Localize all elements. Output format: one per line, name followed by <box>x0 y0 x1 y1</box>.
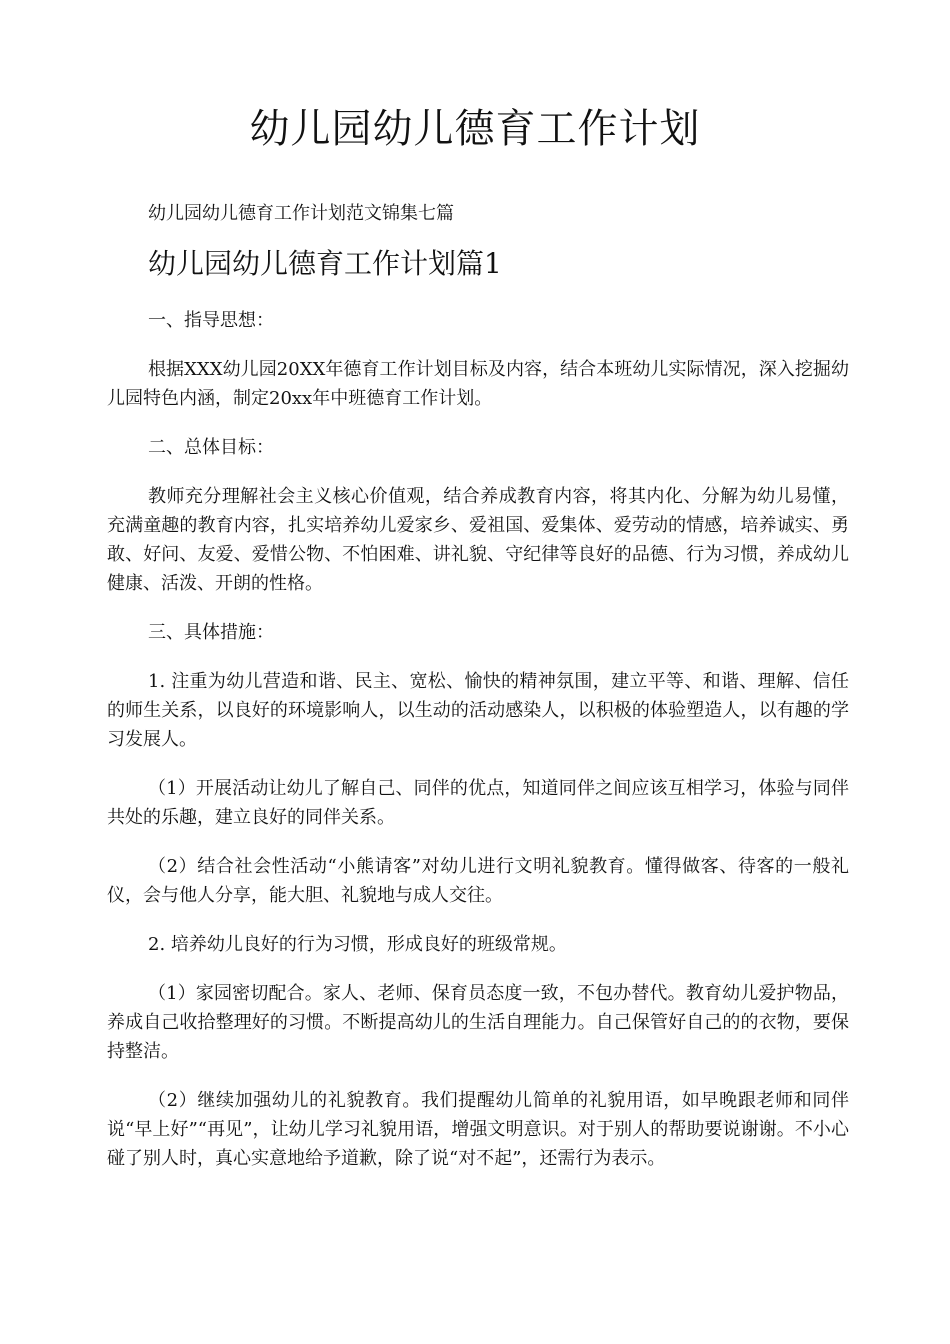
paragraph-measure-2-1: （1）家园密切配合。家人、老师、保育员态度一致，不包办替代。教育幼儿爱护物品，养成自己收拾整理好的习惯。不断提高幼儿的生活自理能力。自己保管好自己的的衣物，要保持整洁。 <box>107 983 849 1062</box>
paragraph-measure-1-1: （1）开展活动让幼儿了解自己、同伴的优点，知道同伴之间应该互相学习，体验与同伴共处的乐趣，建立良好的同伴关系。 <box>107 778 849 828</box>
paragraph-measure-2: 2. 培养幼儿良好的行为习惯，形成良好的班级常规。 <box>148 934 567 955</box>
heading-guiding-thought: 一、指导思想： <box>148 310 274 331</box>
paragraph-overall-goal: 教师充分理解社会主义核心价值观，结合养成教育内容，将其内化、分解为幼儿易懂，充满童趣的教育内容，扎实培养幼儿爱家乡、爱祖国、爱集体、爱劳动的情感，培养诚实、勇敢、好问、友爱、爱惜公物、不怕困难、讲礼貌、守纪律等良好的品德、行为习惯，养成幼儿健康、活泼、开朗的性格。 <box>107 486 849 594</box>
paragraph-measure-2-2: （2）继续加强幼儿的礼貌教育。我们提醒幼儿简单的礼貌用语，如早晚跟老师和同伴说“早上好”“再见”，让幼儿学习礼貌用语，增强文明意识。对于别人的帮助要说谢谢。不小心碰了别人时，真心实意地给予道歉，除了说“对不起”，还需行为表示。 <box>107 1090 849 1169</box>
document-body <box>107 306 849 1193</box>
paragraph-guiding-thought: 根据XXX幼儿园20XX年德育工作计划目标及内容，结合本班幼儿实际情况，深入挖掘幼儿园特色内涵，制定20xx年中班德育工作计划。 <box>107 359 849 409</box>
document-subtitle: 幼儿园幼儿德育工作计划范文锦集七篇 <box>148 203 454 224</box>
paragraph-measure-1-2: （2）结合社会性活动“小熊请客”对幼儿进行文明礼貌教育。懂得做客、待客的一般礼仪，会与他人分享，能大胆、礼貌地与成人交往。 <box>107 856 849 906</box>
section-title: 幼儿园幼儿德育工作计划篇1 <box>148 247 502 280</box>
heading-specific-measures: 三、具体措施： <box>148 622 274 643</box>
paragraph-measure-1: 1. 注重为幼儿营造和谐、民主、宽松、愉快的精神氛围，建立平等、和谐、理解、信任的师生关系，以良好的环境影响人，以生动的活动感染人，以积极的体验塑造人，以有趣的学习发展人。 <box>107 671 849 750</box>
document-title: 幼儿园幼儿德育工作计划 <box>249 106 701 152</box>
heading-overall-goal: 二、总体目标： <box>148 437 274 458</box>
